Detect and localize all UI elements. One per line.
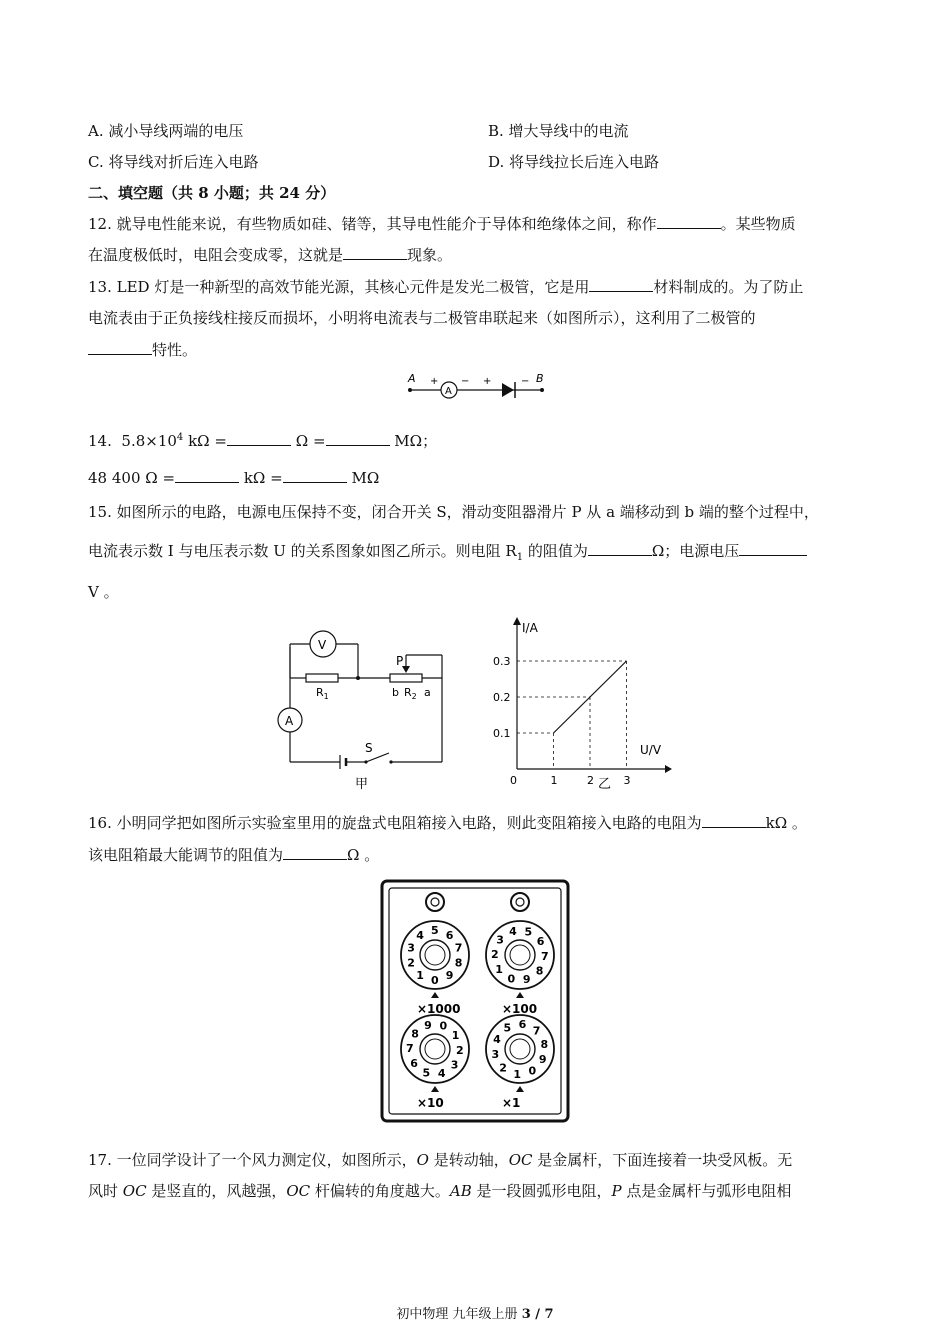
option-d: D. 将导线拉长后连入电路 [488,153,660,171]
dial-digit: 9 [445,969,454,983]
dial-digit: 3 [496,933,504,947]
footer-text: 初中物理 九年级上册 [396,1307,522,1322]
dial [401,921,469,1016]
dial-digit: 4 [509,924,517,938]
answer-blank [588,541,652,556]
answer-blank [88,340,152,355]
dial-digit: 6 [410,1056,418,1070]
q17-text-2a: 风时 [88,1182,123,1200]
dial-digit: 3 [450,1058,459,1072]
dial-digit: 7 [540,949,549,963]
q16-line1 [88,813,807,833]
option-b: B. 增大导线中的电流 [488,122,629,140]
q14-text-2c: MΩ [351,469,380,487]
ammeter-label: A [445,386,452,397]
q12-line2 [88,245,452,265]
q17-ab: AB [449,1182,472,1200]
q17-text-2b: 是竖直的，风越强， [146,1182,287,1200]
dial-digit: 5 [524,925,533,939]
q13-text-1a: 13. LED 灯是一种新型的高效节能光源，其核心元件是发光二极管，它是用 [88,278,590,296]
y-tick-label: 0.3 [493,655,511,668]
dial [486,1015,554,1110]
terminal-knob [511,893,529,911]
switch-label: S [365,741,373,755]
circuit-caption: 甲 [355,777,369,792]
dial [401,1015,469,1110]
answer-blank [175,468,239,483]
answer-blank [702,813,766,828]
dial-digit: 8 [535,964,544,978]
dial-pointer [516,1086,524,1092]
dial-multiplier-label: ×100 [502,1002,538,1016]
r2-label: $R_2$ [404,686,417,701]
page-number: 3 / 7 [521,1307,554,1322]
answer-blank [283,468,347,483]
end-b-label: b [392,686,399,699]
diode-triangle [502,383,514,397]
dial-digit: 4 [493,1032,501,1046]
q14-text-2b: kΩ = [243,469,283,487]
dial-digit: 0 [507,972,516,986]
dial-digit: 0 [431,974,439,987]
x-axis-label: U/V [640,743,662,757]
page-footer [0,1303,950,1322]
answer-blank [343,245,407,260]
dial-digit: 2 [455,1043,464,1057]
dial-digit: 2 [491,948,499,962]
dial-digit: 2 [407,956,415,970]
q16-text-1b: kΩ 。 [765,814,807,832]
rheostat-r2 [390,674,422,682]
q13-line1 [88,277,803,297]
y-axis-label: I/A [522,621,538,635]
q14-line1 [88,428,437,451]
resistor-r1 [306,674,338,682]
terminal-knob [426,893,444,911]
dial-digit: 0 [528,1064,537,1078]
dial-digit: 4 [416,928,424,942]
q14-num: 14. [88,432,112,450]
q13-line3 [88,340,197,360]
dial-pointer [516,992,524,998]
dial-digit: 8 [411,1027,419,1041]
dial-pointer [431,992,439,998]
option-a: A. 减小导线两端的电压 [88,122,244,140]
q15-line2 [88,541,807,568]
minus-sign: − [461,376,470,387]
q17-p: P [611,1182,622,1200]
minus-sign: − [521,376,530,387]
dial-digit: 8 [454,956,463,970]
q12-text-2a: 在温度极低时，电阻会变成零，这就是 [88,246,344,264]
q17-line2 [88,1181,791,1201]
box-frame [382,881,568,1121]
dial-digit: 4 [437,1067,446,1081]
dial-multiplier-label: ×1000 [417,1002,461,1016]
y-tick-label: 0.2 [493,691,511,704]
q17-line1 [88,1150,792,1170]
q17-text-2c: 杆偏转的角度越大。 [310,1182,450,1200]
q17-oc: OC [508,1151,533,1169]
q17-oc: OC [286,1182,311,1200]
answer-blank [739,541,807,556]
dial-digit: 2 [499,1061,507,1075]
dial-digit: 1 [495,962,503,976]
terminal-knob-center [431,898,439,906]
q16-text-2b: Ω 。 [347,846,380,864]
q14-text-2a: 48 400 Ω = [88,469,176,487]
dial [486,921,554,1016]
label-b: B [536,372,544,385]
origin-label: 0 [510,774,517,787]
q14-mantissa: 5.8×10 [121,432,177,450]
y-tick-label: 0.1 [493,727,511,740]
dial-pointer [431,1086,439,1092]
dial-digit: 8 [540,1037,549,1051]
dial-digit: 9 [538,1053,547,1067]
dial-digit: 9 [522,973,531,987]
q13-text-1b: 材料制成的。为了防止 [653,278,804,296]
answer-blank [283,845,347,860]
r1-label: $R_1$ [316,686,329,701]
dial-digit: 6 [518,1018,527,1032]
option-c: C. 将导线对折后连入电路 [88,153,259,171]
dial-digit: 7 [406,1042,414,1056]
q16-line2 [88,845,379,865]
series-line-segment [590,661,627,697]
q16-text-1a: 16. 小明同学把如图所示实验室里用的旋盘式电阻箱接入电路，则此变阻箱接入电路的电阻为 [88,814,702,832]
plus-sign: + [483,376,492,387]
q15-line3: V 。 [88,583,119,601]
q13-text-3: 特性。 [152,341,198,359]
answer-blank [227,431,291,446]
dial-digit: 7 [532,1024,541,1038]
q17-o: O [416,1151,429,1169]
q17-text-2e: 点是金属杆与弧形电阻相 [621,1182,792,1200]
plus-sign: + [430,376,439,387]
q17-text-2d: 是一段圆弧形电阻， [471,1182,612,1200]
answer-blank [657,214,721,229]
dial-digit: 3 [491,1048,500,1062]
q13-diode-figure [404,370,554,406]
q15-circuit-figure [270,622,460,797]
q14-unit-o: Ω = [295,432,326,450]
q12-text-1-end: 。某些物质 [720,215,796,233]
q12-line1 [88,214,796,234]
dial-digit: 1 [513,1067,522,1081]
q14-line2 [88,468,379,488]
dial-digit: 5 [422,1066,431,1080]
dial-digit: 9 [424,1018,432,1032]
q14-exp: 4 [176,432,184,443]
x-tick-label: 3 [623,774,631,787]
ammeter-label: A [285,714,294,728]
q12-text-2b: 现象。 [407,246,453,264]
q17-text-1a: 17. 一位同学设计了一个风力测定仪，如图所示， [88,1151,417,1169]
iu-graph [490,614,680,792]
dial-multiplier-label: ×10 [417,1096,444,1110]
end-a-label: a [424,686,431,699]
x-tick-label: 2 [587,774,594,787]
dial-digit: 6 [445,928,454,942]
dial-digit: 0 [439,1019,448,1033]
dial-digit: 6 [536,935,545,949]
q14-unit-m: MΩ； [394,432,438,450]
x-tick-label: 1 [550,774,558,787]
dial-digit: 7 [454,941,463,955]
q17-text-1b: 是转动轴， [428,1151,509,1169]
slider-p-label: P [396,654,404,668]
dial-digit: 5 [503,1021,512,1035]
q15-text-2c: Ω；电源电压 [651,542,740,560]
voltmeter-label: V [318,638,327,652]
q17-text-1c: 是金属杆，下面连接着一块受风板。无 [532,1151,793,1169]
answer-blank [326,431,390,446]
resistance-box-figure [380,879,572,1124]
q15-sub: 1 [516,552,524,563]
q15-text-2b: 的阻值为 [523,542,588,560]
q13-line2: 电流表由于正负接线柱接反而损坏，小明将电流表与二极管串联起来（如图所示），这利用了二极管的 [88,309,756,327]
dial-multiplier-label: ×1 [502,1096,521,1110]
series-line-segment [554,697,591,733]
answer-blank [589,277,653,292]
terminal-knob-center [516,898,524,906]
section-title: 二、填空题（共 8 小题；共 24 分） [88,184,336,202]
dial-digit: 3 [407,941,415,955]
chart-caption: 乙 [598,777,612,792]
dial-digit: 5 [431,924,439,937]
q16-text-2a: 该电阻箱最大能调节的阻值为 [88,846,284,864]
q17-oc: OC [122,1182,147,1200]
q14-unit-k: kΩ = [188,432,227,450]
q15-text-2a: 电流表示数 I 与电压表示数 U 的关系图象如图乙所示。则电阻 R [88,542,517,560]
q12-text-1: 12. 就导电性能来说，有些物质如硅、锗等，其导电性能介于导体和绝缘体之间，称作 [88,215,657,233]
label-a: A [408,372,416,385]
dial-digit: 1 [416,969,424,983]
q15-line1: 15. 如图所示的电路，电源电压保持不变，闭合开关 S，滑动变阻器滑片 P 从 a 端移动到 b 端的整个过程中， [88,503,819,521]
dial-digit: 1 [451,1029,460,1043]
